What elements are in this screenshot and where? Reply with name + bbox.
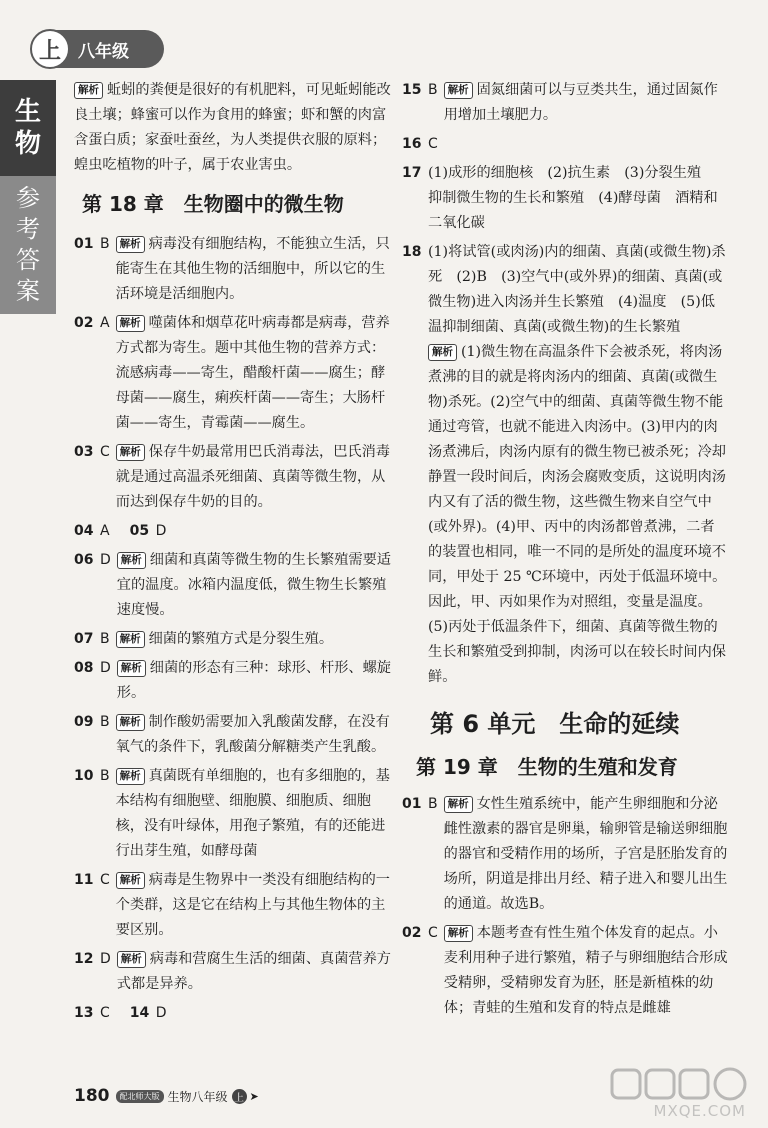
arrow-icon: ➤ — [249, 1089, 259, 1103]
answer-text: (1)成形的细胞核 (2)抗生素 (3)分裂生殖 抑制微生物的生长和繁殖 (4)酵母菌 酒精和二氧化碳 — [428, 165, 718, 231]
answer-item — [74, 868, 396, 943]
analysis-tag: 解析 — [116, 714, 145, 731]
question-number: 13 — [74, 1005, 94, 1021]
analysis-tag: 解析 — [74, 82, 103, 99]
answer-item — [402, 921, 728, 1021]
analysis-tag: 解析 — [444, 796, 473, 813]
answer-item — [74, 947, 396, 997]
explanation-text: 固氮细菌可以与豆类共生，通过固氮作用增加土壤肥力。 — [443, 82, 718, 123]
explanation-text: 制作酸奶需要加入乳酸菌发酵，在没有氧气的条件下，乳酸菌分解糖类产生乳酸。 — [115, 714, 390, 755]
term-circle: 上 — [30, 29, 70, 69]
question-number: 02 — [74, 315, 94, 331]
answer-letter: D — [155, 523, 167, 539]
question-number: 10 — [74, 768, 94, 784]
question-number: 06 — [74, 552, 94, 568]
answer-letter: D — [155, 1005, 167, 1021]
watermark-text: MXQE.COM — [653, 1102, 746, 1120]
analysis-tag: 解析 — [117, 552, 146, 569]
analysis-tag: 解析 — [117, 951, 146, 968]
intro-explanation — [74, 78, 396, 178]
question-number: 11 — [74, 872, 94, 888]
answer-item — [74, 710, 396, 760]
unit-title: 第 6 单元 生命的延续 — [430, 710, 680, 738]
answer-item — [74, 656, 396, 706]
answer-letter: B — [100, 631, 110, 647]
chapter-title: 第 18 章 生物圈中的微生物 — [82, 192, 344, 216]
answer-text: (1)将试管(或肉汤)内的细菌、真菌(或微生物)杀死 (2)B (3)空气中(或外界)的细菌、真菌(或微生物)进入肉汤并生长繁殖 (4)温度 (5)低温抑制细菌、真菌(或微生物)的生长繁殖 — [428, 244, 726, 335]
answer-letter: A — [100, 523, 110, 539]
analysis-tag: 解析 — [444, 925, 473, 942]
answer-letter: D — [100, 660, 111, 676]
explanation-text: 细菌和真菌等微生物的生长繁殖需要适宜的温度。冰箱内温度低，微生物生长繁殖速度慢。 — [116, 552, 391, 618]
answer-item — [74, 311, 396, 436]
side-char: 考 — [16, 214, 40, 243]
answer-item — [402, 161, 728, 236]
answer-item — [74, 548, 396, 623]
analysis-tag: 解析 — [116, 631, 145, 648]
analysis-tag: 解析 — [116, 872, 145, 889]
question-number: 08 — [74, 660, 94, 676]
explanation-text: 真菌既有单细胞的，也有多细胞的，基本结构有细胞壁、细胞膜、细胞质、细胞核，没有叶绿体，用孢子繁殖，有的还能进行出芽生殖，如酵母菌 — [115, 768, 390, 859]
analysis-tag: 解析 — [116, 315, 145, 332]
side-answer-tab — [0, 176, 56, 314]
grade-label: 八年级 — [78, 41, 129, 62]
watermark-logo-icon — [606, 1064, 756, 1104]
explanation-text: 病毒和营腐生生活的细菌、真菌营养方式都是异养。 — [116, 951, 391, 992]
analysis-tag: 解析 — [116, 444, 145, 461]
question-number: 16 — [402, 136, 422, 152]
answer-letter: C — [100, 444, 110, 460]
explanation-text: 保存牛奶最常用巴氏消毒法，巴氏消毒就是通过高温杀死细菌、真菌等微生物，从而达到保存牛奶的目的。 — [115, 444, 390, 510]
answer-item — [74, 764, 396, 864]
footer-subject: 生物八年级 — [167, 1089, 228, 1104]
watermark-logo — [606, 1064, 756, 1124]
answer-item — [402, 78, 728, 128]
explanation-text: 女性生殖系统中，能产生卵细胞和分泌雌性激素的器官是卵巢，输卵管是输送卵细胞的器官和受精作用的场所，子宫是胚胎发育的场所，阴道是排出月经、精子进入和婴儿出生的通道。故选B。 — [443, 796, 728, 912]
question-number: 01 — [74, 236, 94, 252]
side-char: 参 — [16, 183, 40, 212]
explanation-text: 细菌的繁殖方式是分裂生殖。 — [148, 631, 334, 647]
right-column — [402, 78, 728, 1025]
answer-letter: D — [100, 951, 111, 967]
page-footer — [74, 1086, 259, 1106]
question-number: 15 — [402, 82, 422, 98]
explanation-text: 本题考查有性生殖个体发育的起点。小麦利用种子进行繁殖，精子与卵细胞结合形成受精卵，受精卵发育为胚，胚是新植株的幼体；青蛙的生殖和发育的特点是雌雄 — [443, 925, 728, 1016]
answer-letter: B — [428, 82, 438, 98]
explanation-text: 病毒没有细胞结构，不能独立生活，只能寄生在其他生物的活细胞中，所以它的生活环境是活细胞内。 — [115, 236, 390, 302]
answer-item — [402, 132, 728, 157]
chapter-title: 第 19 章 生物的生殖和发育 — [416, 755, 678, 779]
analysis-tag: 解析 — [428, 344, 457, 361]
answer-letter: C — [100, 1005, 110, 1021]
explanation-text: 噬菌体和烟草花叶病毒都是病毒，营养方式都为寄生。题中其他生物的营养方式：流感病毒——寄生，醋酸杆菌——腐生；酵母菌——腐生，痢疾杆菌——寄生；大肠杆菌——寄生，青霉菌——腐生。 — [115, 315, 390, 431]
answer-letter: B — [100, 236, 110, 252]
explanation-block — [428, 340, 728, 690]
question-number: 17 — [402, 165, 422, 181]
answer-letter: A — [100, 315, 110, 331]
question-number: 02 — [402, 925, 422, 941]
answer-pair — [74, 519, 396, 544]
term-mark: 上 — [232, 1089, 247, 1104]
question-number: 14 — [129, 1005, 150, 1021]
question-number: 04 — [74, 523, 94, 539]
question-number: 01 — [402, 796, 422, 812]
answer-letter: B — [428, 796, 438, 812]
explanation-text: 病毒是生物界中一类没有细胞结构的一个类群，这是它在结构上与其他生物体的主要区别。 — [115, 872, 390, 938]
left-column — [74, 78, 396, 1030]
answer-item — [74, 232, 396, 307]
side-char: 生 — [14, 96, 41, 127]
answer-item — [74, 440, 396, 515]
analysis-tag: 解析 — [444, 82, 473, 99]
answer-pair — [74, 1001, 396, 1026]
edition-badge: 配北师大版 — [116, 1090, 164, 1103]
answer-letter: C — [100, 872, 110, 888]
side-subject-tab — [0, 80, 56, 176]
analysis-tag: 解析 — [116, 768, 145, 785]
explanation-text: 蚯蚓的粪便是很好的有机肥料，可见蚯蚓能改良土壤；蜂蜜可以作为食用的蜂蜜；虾和蟹的肉富含蛋白质；家蚕吐蚕丝，为人类提供衣服的原料；蝗虫吃植物的叶子，属于农业害虫。 — [74, 82, 391, 173]
side-char: 物 — [14, 129, 41, 159]
answer-letter: C — [428, 136, 438, 152]
grade-tab — [34, 30, 164, 68]
analysis-tag: 解析 — [117, 660, 146, 677]
answer-item — [74, 627, 396, 652]
explanation-text: (1)微生物在高温条件下会被杀死，将肉汤煮沸的目的就是将肉汤内的细菌、真菌(或微生物)杀死。(2)空气中的细菌、真菌等微生物不能通过弯管，也就不能进入肉汤中。(3)甲内的肉汤煮沸后，肉汤内原有的微生物已被杀死；冷却静置一段时间后，肉汤会腐败变质，这说明肉汤内又有了活的微生物，这些微生物来自空气中(或外界)。(4)甲、丙中的肉汤都曾煮沸，二者的装置也相同，唯一不同的是所处的温度环境不同，甲处于 25 ℃环境中，丙处于低温环境中。因此，甲、丙如果作为对照组，变量是温度。(5)丙处于低温条件下，细菌、真菌等微生物的生长和繁殖受到抑制，肉汤可以在较长时间内保鲜。 — [428, 344, 727, 685]
question-number: 03 — [74, 444, 94, 460]
analysis-tag: 解析 — [116, 236, 145, 253]
question-number: 05 — [129, 523, 150, 539]
question-number: 09 — [74, 714, 94, 730]
question-number: 07 — [74, 631, 94, 647]
answer-item — [402, 240, 728, 690]
question-number: 12 — [74, 951, 94, 967]
answer-letter: D — [100, 552, 111, 568]
answer-letter: B — [100, 714, 110, 730]
side-char: 答 — [16, 246, 40, 274]
page-number: 180 — [74, 1086, 110, 1106]
question-number: 18 — [402, 244, 422, 260]
explanation-text: 细菌的形态有三种：球形、杆形、螺旋形。 — [116, 660, 391, 701]
answer-letter: B — [100, 768, 110, 784]
side-char: 案 — [16, 277, 40, 306]
answer-letter: C — [428, 925, 438, 941]
answer-item — [402, 792, 728, 917]
